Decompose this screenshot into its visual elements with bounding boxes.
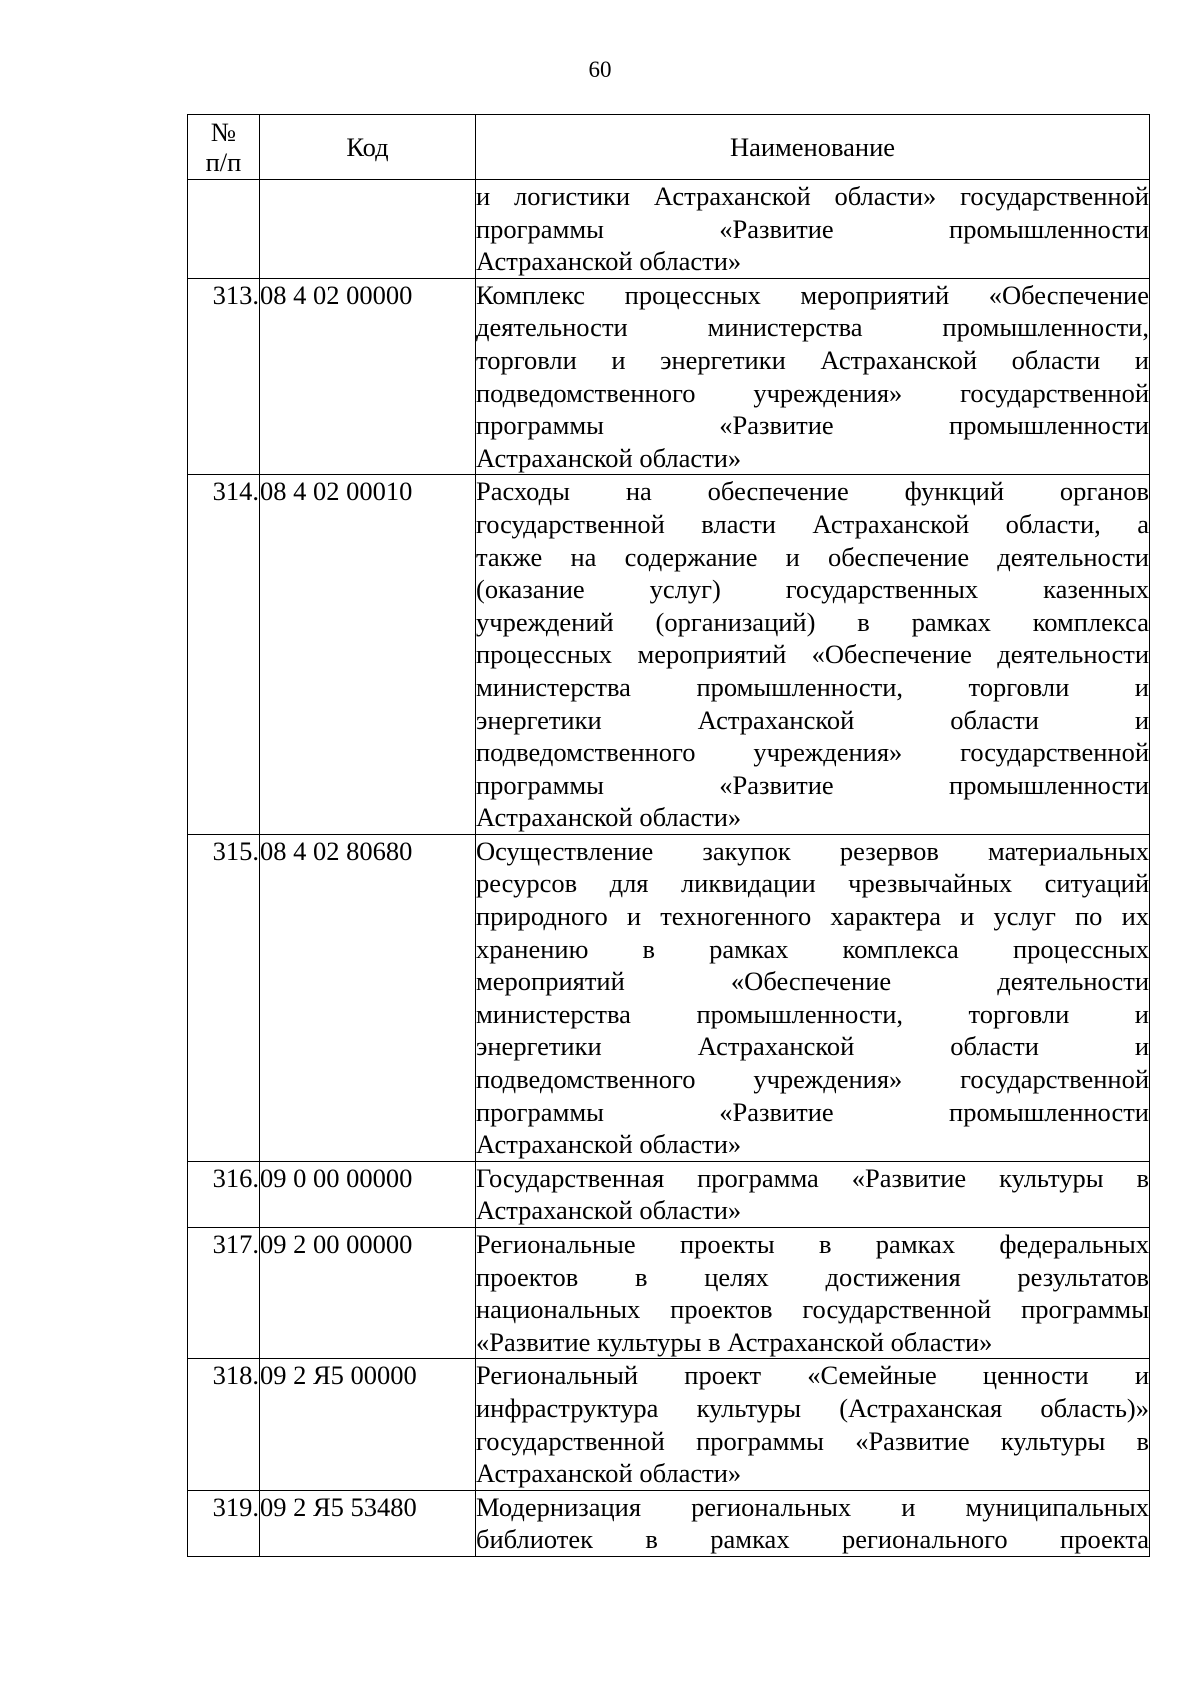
row-name-line: Комплекс процессных мероприятий «Обеспечение (476, 279, 1149, 310)
row-name-line: программы «Развитие промышленности (476, 1096, 1149, 1127)
table-row (188, 475, 1150, 835)
row-name-line: также на содержание и обеспечение деятельности (476, 541, 1149, 572)
row-code: 09 0 00 00000 (260, 1161, 476, 1227)
row-name-line: министерства промышленности, торговли и (476, 998, 1149, 1029)
row-code: 08 4 02 80680 (260, 834, 476, 1161)
table-row (188, 1228, 1150, 1359)
row-name-line: Региональные проекты в рамках федеральных (476, 1229, 1149, 1259)
row-code (260, 180, 476, 279)
row-name (476, 1161, 1150, 1227)
row-name-line: подведомственного учреждения» государственной (476, 377, 1149, 408)
row-number (188, 180, 260, 279)
row-name-line: торговли и энергетики Астраханской области и (476, 344, 1149, 375)
row-number: 314. (188, 475, 260, 835)
row-code: 08 4 02 00010 (260, 475, 476, 835)
row-number: 319. (188, 1490, 260, 1556)
row-name-line: программы «Развитие промышленности (476, 410, 1149, 441)
classification-table (187, 114, 1150, 1557)
row-code: 08 4 02 00000 (260, 278, 476, 475)
page-number: 60 (588, 57, 612, 82)
row-name (476, 1228, 1150, 1359)
row-code: 09 2 Я5 00000 (260, 1359, 476, 1490)
row-name-line: инфраструктура культуры (Астраханская область)» (476, 1392, 1149, 1423)
table-row (188, 1161, 1150, 1227)
table-row (188, 180, 1150, 279)
table-row (188, 1359, 1150, 1490)
header-num-line2: п/п (205, 147, 242, 177)
table-row (188, 278, 1150, 475)
header-name: Наименование (476, 115, 1150, 180)
row-name-line: подведомственного учреждения» государственной (476, 1064, 1149, 1095)
header-num (188, 115, 260, 180)
row-name-line: программы «Развитие промышленности (476, 769, 1149, 800)
header-num-line1: № (210, 117, 237, 147)
row-name-line: «Развитие культуры в Астраханской области» (476, 1326, 993, 1357)
row-code: 09 2 Я5 53480 (260, 1490, 476, 1556)
table-row (188, 834, 1150, 1161)
row-name-line: Государственная программа «Развитие культуры в (476, 1162, 1149, 1193)
row-name-line: (оказание услуг) государственных казенных (476, 574, 1149, 605)
row-number: 313. (188, 278, 260, 475)
table-header-row (188, 115, 1150, 180)
row-name-line: подведомственного учреждения» государственной (476, 737, 1149, 768)
row-name-line: Астраханской области» (476, 1129, 742, 1160)
row-name-line: и логистики Астраханской области» государственной (476, 181, 1149, 211)
row-name-line: ресурсов для ликвидации чрезвычайных ситуаций (476, 868, 1149, 899)
row-name (476, 278, 1150, 475)
row-name (476, 1490, 1150, 1556)
row-name-line: Расходы на обеспечение функций органов (476, 476, 1149, 507)
row-name-line: энергетики Астраханской области и (476, 1031, 1149, 1062)
row-name-line: хранению в рамках комплекса процессных (476, 933, 1149, 964)
row-name-line: деятельности министерства промышленности, (476, 312, 1149, 343)
row-name (476, 834, 1150, 1161)
row-number: 317. (188, 1228, 260, 1359)
row-name (476, 475, 1150, 835)
row-name-line: программы «Развитие промышленности (476, 213, 1149, 244)
row-name (476, 1359, 1150, 1490)
row-name (476, 180, 1150, 279)
row-name-line: министерства промышленности, торговли и (476, 671, 1149, 702)
row-name-line: энергетики Астраханской области и (476, 704, 1149, 735)
row-name-line: библиотек в рамках регионального проекта (476, 1524, 1149, 1555)
header-code: Код (260, 115, 476, 180)
row-number: 315. (188, 834, 260, 1161)
row-name-line: мероприятий «Обеспечение деятельности (476, 966, 1149, 997)
row-name-line: природного и техногенного характера и услуг по их (476, 901, 1149, 932)
row-code: 09 2 00 00000 (260, 1228, 476, 1359)
row-name-line: Астраханской области» (476, 442, 742, 473)
table-body (188, 180, 1150, 1557)
row-name-line: Региональный проект «Семейные ценности и (476, 1360, 1149, 1391)
row-name-line: национальных проектов государственной программы (476, 1294, 1149, 1325)
row-name-line: процессных мероприятий «Обеспечение деятельности (476, 639, 1149, 670)
row-name-line: Модернизация региональных и муниципальных (476, 1491, 1149, 1522)
row-name-line: Астраханской области» (476, 246, 742, 277)
row-name-line: Осуществление закупок резервов материальных (476, 835, 1149, 866)
row-name-line: учреждений (организаций) в рамках комплекса (476, 606, 1149, 637)
row-name-line: государственной власти Астраханской области, а (476, 508, 1149, 539)
row-name-line: государственной программы «Развитие культуры в (476, 1425, 1149, 1456)
row-number: 316. (188, 1161, 260, 1227)
row-name-line: Астраханской области» (476, 1458, 742, 1489)
row-name-line: проектов в целях достижения результатов (476, 1261, 1149, 1292)
row-name-line: Астраханской области» (476, 1195, 742, 1226)
row-number: 318. (188, 1359, 260, 1490)
row-name-line: Астраханской области» (476, 802, 742, 833)
table-row (188, 1490, 1150, 1556)
